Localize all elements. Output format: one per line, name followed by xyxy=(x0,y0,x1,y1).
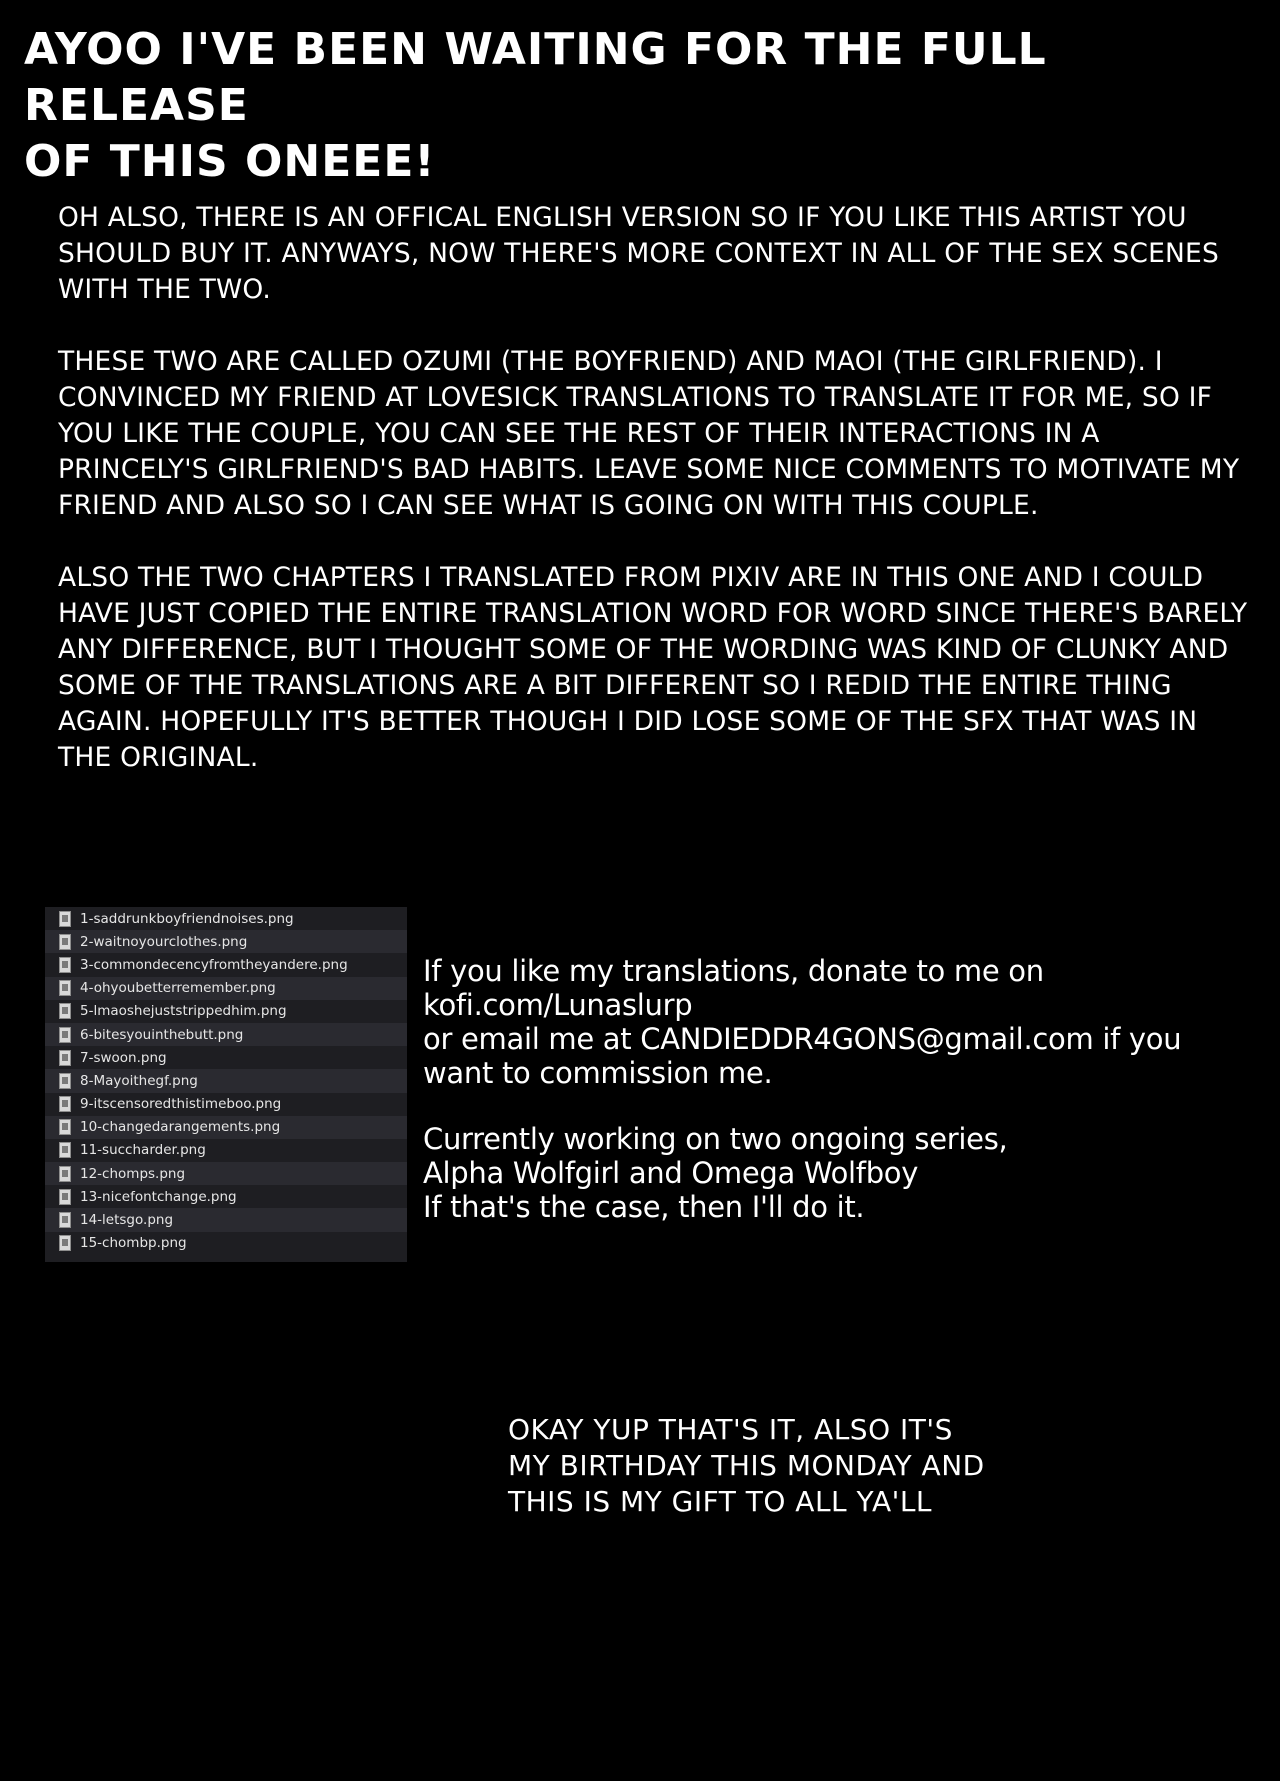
file-name: 9-itscensoredthistimeboo.png xyxy=(80,1096,282,1113)
file-name: 12-chomps.png xyxy=(80,1165,186,1182)
file-name: 3-commondecencyfromtheyandere.png xyxy=(80,956,348,973)
page-heading xyxy=(24,22,1264,190)
file-list xyxy=(45,907,407,1255)
file-row xyxy=(45,1023,407,1046)
file-row xyxy=(45,1000,407,1023)
image-file-icon xyxy=(59,980,71,996)
image-file-icon xyxy=(59,1003,71,1019)
file-name: 10-changedarangements.png xyxy=(80,1119,281,1136)
file-row xyxy=(45,1162,407,1185)
image-file-icon xyxy=(59,1166,71,1182)
file-row xyxy=(45,1069,407,1092)
file-row xyxy=(45,953,407,976)
file-row xyxy=(45,907,407,930)
file-name: 7-swoon.png xyxy=(80,1049,167,1066)
file-name: 4-ohyoubetterremember.png xyxy=(80,980,276,997)
file-name: 8-Mayoithegf.png xyxy=(80,1072,198,1089)
image-file-icon xyxy=(59,1096,71,1112)
file-name: 13-nicefontchange.png xyxy=(80,1188,237,1205)
file-row xyxy=(45,1116,407,1139)
image-file-icon xyxy=(59,1119,71,1135)
kofi-link: kofi.com/Lunaslurp xyxy=(423,988,693,1022)
image-file-icon xyxy=(59,1212,71,1228)
image-file-icon xyxy=(59,1027,71,1043)
file-name: 2-waitnoyourclothes.png xyxy=(80,933,248,950)
note-official-version: OH ALSO, THERE IS AN OFFICAL ENGLISH VERSION SO IF YOU LIKE THIS ARTIST YOU SHOULD BUY IT. ANYWAYS, NOW THERE'S MORE CONTEXT IN ALL OF THE SEX SCENES WITH THE TWO. xyxy=(58,202,1220,305)
series-name: Alpha Wolfgirl and Omega Wolfboy xyxy=(423,1156,919,1190)
translator-notes xyxy=(58,200,1258,812)
image-file-icon xyxy=(59,1235,71,1251)
file-row xyxy=(45,1046,407,1069)
file-name: 14-letsgo.png xyxy=(80,1212,174,1229)
series-intro: Currently working on two ongoing series, xyxy=(423,1122,1008,1156)
donate-line-1: If you like my translations, donate to me on xyxy=(423,954,1044,988)
file-list-screenshot xyxy=(45,907,407,1262)
file-row xyxy=(45,1093,407,1116)
file-row xyxy=(45,1232,407,1255)
file-name: 1-saddrunkboyfriendnoises.png xyxy=(80,910,294,927)
file-name: 6-bitesyouinthebutt.png xyxy=(80,1026,244,1043)
image-file-icon xyxy=(59,1050,71,1066)
file-row xyxy=(45,977,407,1000)
file-name: 5-lmaoshejuststrippedhim.png xyxy=(80,1003,287,1020)
image-file-icon xyxy=(59,1142,71,1158)
file-row xyxy=(45,930,407,953)
image-file-icon xyxy=(59,911,71,927)
closing-line-2: MY BIRTHDAY THIS MONDAY AND xyxy=(508,1449,985,1482)
note-characters: THESE TWO ARE CALLED OZUMI (THE BOYFRIEND) AND MAOI (THE GIRLFRIEND). I CONVINCED MY FRIEND AT LOVESICK TRANSLATIONS TO TRANSLATE IT FOR ME, SO IF YOU LIKE THE COUPLE, YOU CAN SEE THE REST OF THEIR INTERACTIONS IN A PRINCELY'S GIRLFRIEND'S BAD HABITS. LEAVE SOME NICE COMMENTS TO MOTIVATE MY FRIEND AND ALSO SO I CAN SEE WHAT IS GOING ON WITH THIS COUPLE. xyxy=(58,346,1240,521)
file-name: 15-chombp.png xyxy=(80,1235,187,1252)
donation-info xyxy=(423,954,1263,1224)
spacer xyxy=(423,1090,1263,1122)
image-file-icon xyxy=(59,957,71,973)
file-row xyxy=(45,1208,407,1231)
image-file-icon xyxy=(59,1073,71,1089)
closing-line-1: OKAY YUP THAT'S IT, ALSO IT'S xyxy=(508,1413,953,1446)
file-name: 11-succharder.png xyxy=(80,1142,206,1159)
heading-line-2: OF THIS ONEEE! xyxy=(24,136,436,187)
file-row xyxy=(45,1139,407,1162)
image-file-icon xyxy=(59,1189,71,1205)
email-line: or email me at CANDIEDDR4GONS@gmail.com if you xyxy=(423,1022,1182,1056)
series-name: If that's the case, then I'll do it. xyxy=(423,1190,865,1224)
donate-line-4: want to commission me. xyxy=(423,1056,773,1090)
image-file-icon xyxy=(59,934,71,950)
closing-line-3: THIS IS MY GIFT TO ALL YA'LL xyxy=(508,1485,933,1518)
note-pixiv-chapters: ALSO THE TWO CHAPTERS I TRANSLATED FROM PIXIV ARE IN THIS ONE AND I COULD HAVE JUST COPIED THE ENTIRE TRANSLATION WORD FOR WORD SINCE THERE'S BARELY ANY DIFFERENCE, BUT I THOUGHT SOME OF THE WORDING WAS KIND OF CLUNKY AND SOME OF THE TRANSLATIONS ARE A BIT DIFFERENT SO I REDID THE ENTIRE THING AGAIN. HOPEFULLY IT'S BETTER THOUGH I DID LOSE SOME OF THE SFX THAT WAS IN THE ORIGINAL. xyxy=(58,562,1248,773)
heading-line-1: AYOO I'VE BEEN WAITING FOR THE FULL RELEASE xyxy=(24,24,1047,131)
file-row xyxy=(45,1185,407,1208)
closing-message xyxy=(508,1412,1208,1520)
